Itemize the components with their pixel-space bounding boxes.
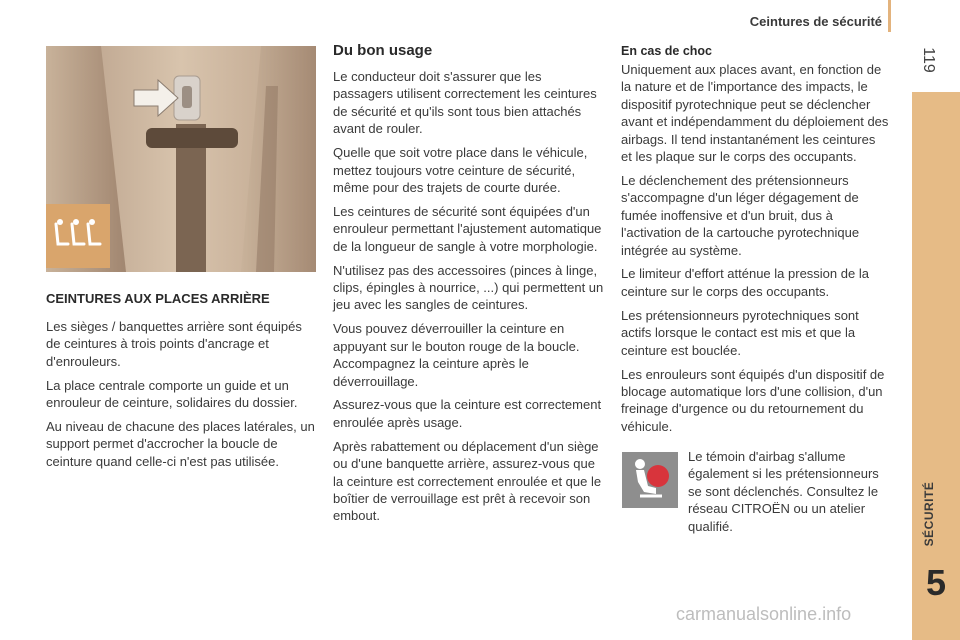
paragraph: Les enrouleurs sont équipés d'un dispositif de blocage automatique lors d'une collision, d'un freinage d'urgence ou du retournement du véhicule.: [621, 366, 885, 434]
left-column: [46, 318, 318, 477]
paragraph: Vous pouvez déverrouiller la ceinture en appuyant sur le bouton rouge de la boucle. Accompagnez la ceinture après le déverrouillage.: [333, 321, 580, 389]
paragraph: Les sièges / banquettes arrière sont équipés de ceintures à trois points d'ancrage et d'enrouleurs.: [46, 319, 302, 369]
paragraph: La place centrale comporte un guide et un enrouleur de ceinture, solidaires du dossier.: [46, 377, 298, 411]
crash-heading: En cas de choc: [621, 44, 713, 58]
paragraph: Les prétensionneurs pyrotechniques sont actifs lorsque le contact est mis et que la ceinture est bouclée.: [621, 307, 859, 358]
rear-seats-badge: [46, 204, 110, 268]
rear-seatbelts-heading: CEINTURES AUX PLACES ARRIÈRE: [46, 291, 270, 306]
paragraph: Uniquement aux places avant, en fonction de la nature et de l'importance des impacts, le dispositif pyrotechnique peut se déclencher avant et indépendamment du déploiement des airbags. Il tend instantanément les ceintures et les plaque sur le corps des occupants.: [621, 62, 889, 165]
paragraph: Quelle que soit votre place dans le véhicule, mettez toujours votre ceinture de sécurité, même pour des trajets de courte durée.: [333, 145, 588, 195]
page-number: 119: [920, 47, 937, 73]
paragraph: Le conducteur doit s'assurer que les passagers utilisent correctement les ceintures de sécurité et qu'ils sont tous bien attachés avant de rouler.: [333, 69, 597, 137]
section-title: Ceintures de sécurité: [749, 14, 882, 29]
right-column: [621, 61, 889, 442]
middle-column: [333, 68, 605, 531]
rear-seats-icon: [46, 204, 110, 268]
airbag-warning-icon: [622, 452, 678, 508]
proper-use-heading: Du bon usage: [333, 42, 433, 59]
watermark: carmanualsonline.info: [676, 604, 852, 624]
paragraph: N'utilisez pas des accessoires (pinces à linge, clips, épingles à nourrice, ...) qui permettent un jeu avec les sangles de ceintures.: [333, 262, 604, 313]
airbag-symbol: [622, 452, 678, 508]
airbag-note: Le témoin d'airbag s'allume également si les prétensionneurs se sont déclenchés. Consultez le réseau CITROËN ou un atelier qualifié.: [688, 449, 879, 534]
paragraph: Le limiteur d'effort atténue la pression de la ceinture sur le corps des occupants.: [621, 266, 869, 299]
paragraph: Après rabattement ou déplacement d'un siège ou d'une banquette arrière, assurez-vous que la ceinture est correctement enroulée et que le boîtier de verrouillage est prêt à recevoir son embout.: [333, 438, 602, 524]
chapter-tab-label: SÉCURITÉ: [922, 481, 936, 547]
header-accent-bar: [888, 0, 891, 32]
chapter-tab-label-box: [912, 475, 942, 565]
paragraph: Au niveau de chacune des places latérales, un support permet d'accrocher la boucle de ceinture quand celle-ci n'est pas utilisée.: [46, 419, 315, 469]
paragraph: Assurez-vous que la ceinture est correctement enroulée après usage.: [333, 397, 602, 430]
paragraph: Le déclenchement des prétensionneurs s'accompagne d'un léger dégagement de fumée inoffensive et d'un bruit, dus à l'activation de la cartouche pyrotechnique intégrée au système.: [621, 172, 860, 258]
paragraph: Les ceintures de sécurité sont équipées d'un enrouleur permettant l'ajustement automatique de la longueur de sangle à votre morphologie.: [333, 203, 602, 254]
chapter-number: 5: [925, 562, 947, 603]
